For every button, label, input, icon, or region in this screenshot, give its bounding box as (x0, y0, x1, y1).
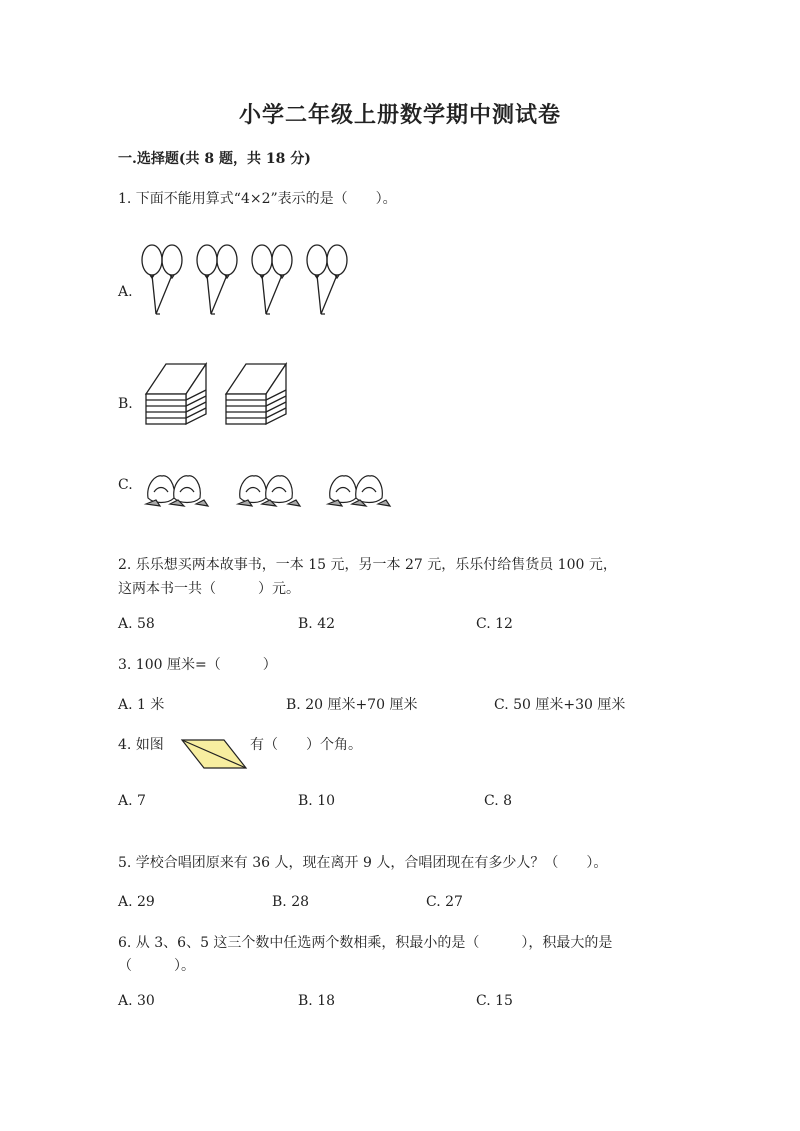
question-2-text-line1: 2. 乐乐想买两本故事书，一本 15 元，另一本 27 元，乐乐付给售货员 100 元， (118, 557, 617, 573)
q1-option-a-label: A. (118, 284, 133, 300)
book-stack-icon (144, 362, 294, 432)
balloon-pair-icon (140, 242, 370, 320)
q5-option-b: B. 28 (272, 894, 310, 910)
q2-option-b: B. 42 (298, 616, 336, 632)
q4-option-a: A. 7 (118, 793, 146, 809)
q2-option-a: A. 58 (118, 616, 155, 632)
page-title: 小学二年级上册数学期中测试卷 (238, 102, 561, 128)
q6-option-b: B. 18 (298, 993, 336, 1009)
question-6-text-line1: 6. 从 3、6、5 这三个数中任选两个数相乘，积最小的是（ ），积最大的是 (118, 935, 613, 951)
parallelogram-figure-icon (180, 738, 248, 770)
section-heading: 一.选择题(共 8 题，共 18 分) (118, 151, 311, 167)
question-3-text: 3. 100 厘米=（ ） (118, 657, 277, 673)
q3-option-c: C. 50 厘米+30 厘米 (494, 697, 626, 713)
q5-option-c: C. 27 (426, 894, 463, 910)
question-5-text: 5. 学校合唱团原来有 36 人，现在离开 9 人，合唱团现在有多少人？（ ）。 (118, 855, 608, 871)
q4-option-b: B. 10 (298, 793, 336, 809)
q3-option-b: B. 20 厘米+70 厘米 (286, 697, 418, 713)
peach-pair-icon (144, 470, 394, 512)
q1-option-b-label: B. (118, 396, 133, 412)
q5-option-a: A. 29 (118, 894, 155, 910)
q1-option-c-label: C. (118, 477, 133, 493)
q4-option-c: C. 8 (484, 793, 513, 809)
question-4-text-prefix: 4. 如图 (118, 737, 164, 753)
question-6-text-line2: （ ）。 (118, 958, 195, 974)
q3-option-a: A. 1 米 (118, 697, 165, 713)
question-4-text-suffix: 有（ ）个角。 (250, 737, 362, 753)
q6-option-c: C. 15 (476, 993, 513, 1009)
question-1-text: 1. 下面不能用算式“4×2”表示的是（ ）。 (118, 191, 397, 207)
q6-option-a: A. 30 (118, 993, 155, 1009)
q2-option-c: C. 12 (476, 616, 513, 632)
question-2-text-line2: 这两本书一共（ ）元。 (118, 581, 300, 597)
